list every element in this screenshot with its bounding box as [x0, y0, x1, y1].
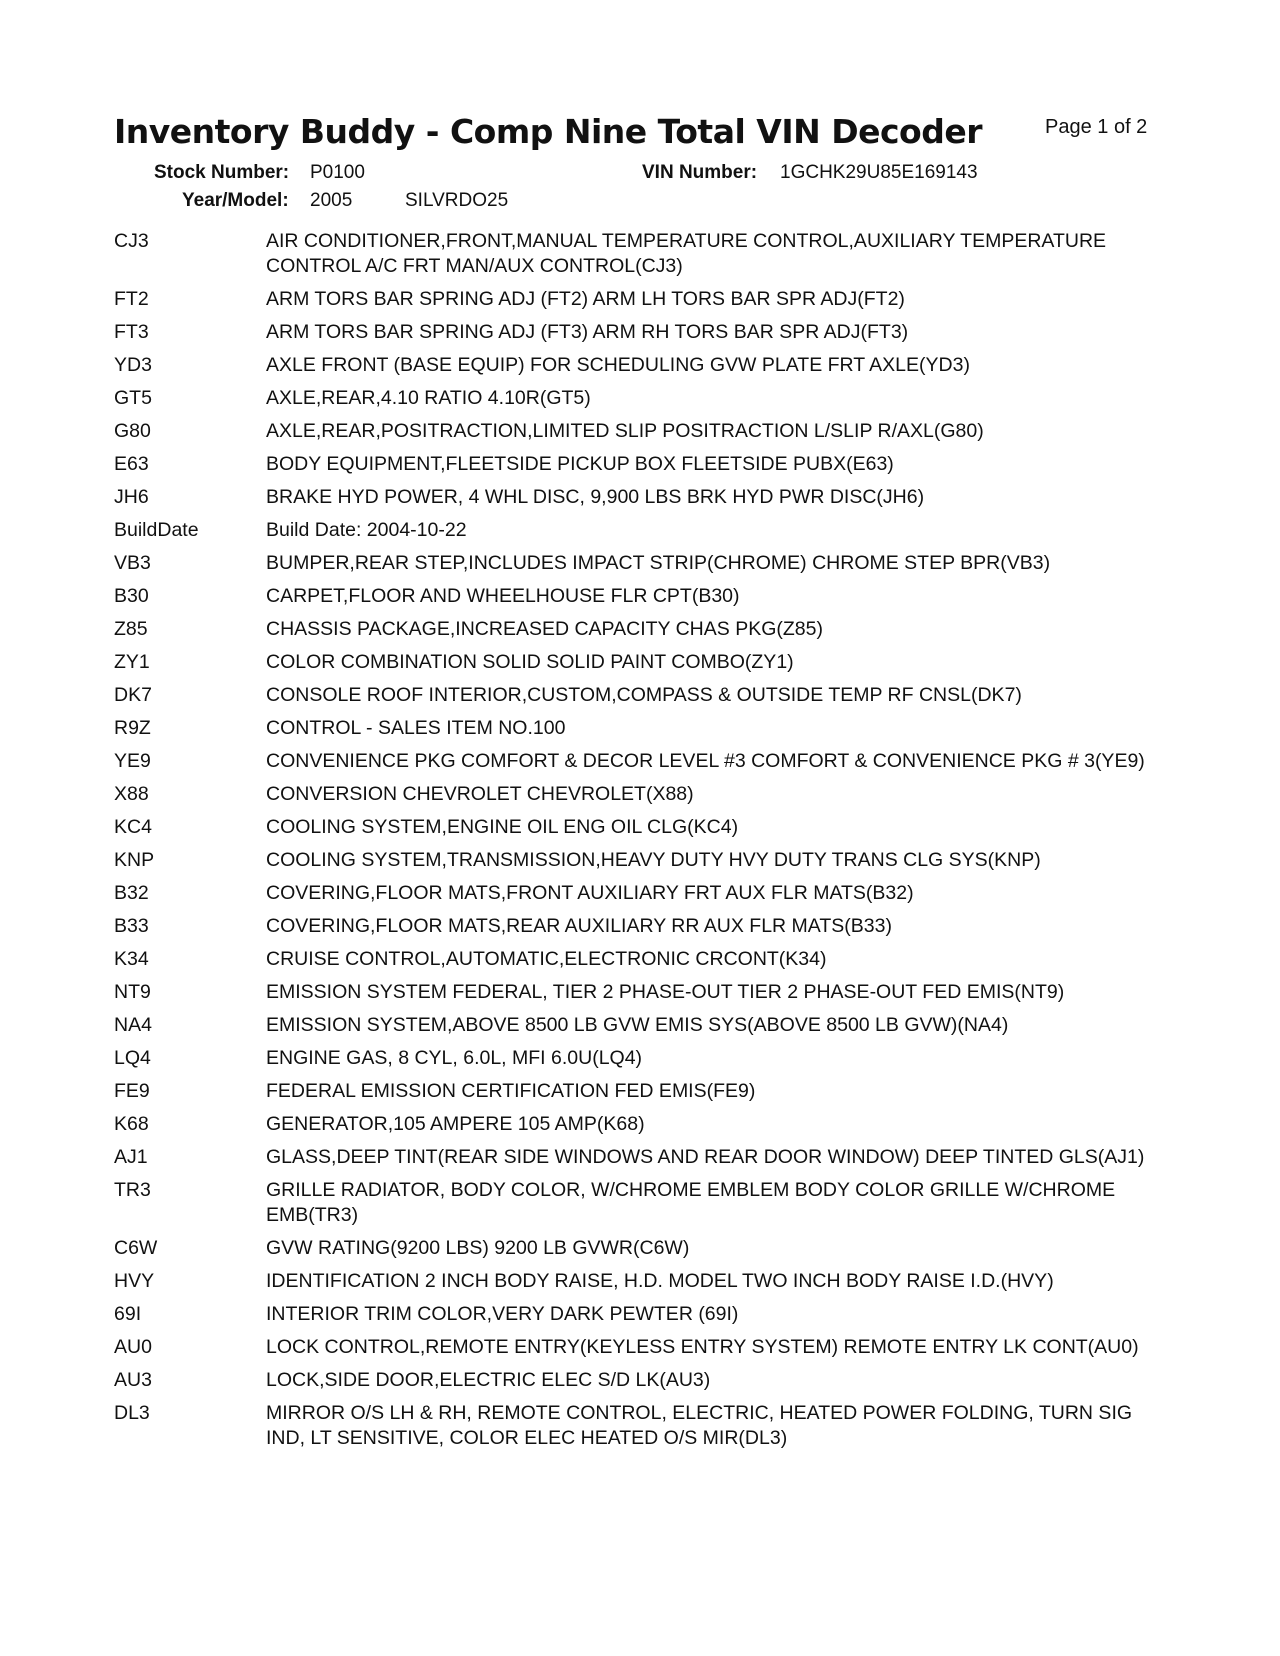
option-code: C6W [114, 1237, 158, 1259]
option-code: AU0 [114, 1336, 152, 1358]
option-code: YE9 [114, 750, 151, 772]
option-code: K34 [114, 948, 149, 970]
option-row [114, 386, 1159, 411]
option-row [114, 1013, 1159, 1038]
option-row [114, 1401, 1159, 1451]
option-row [114, 1368, 1159, 1393]
option-code: LQ4 [114, 1047, 151, 1069]
option-row [114, 617, 1159, 642]
option-row [114, 782, 1159, 807]
option-description: GLASS,DEEP TINT(REAR SIDE WINDOWS AND REAR DOOR WINDOW) DEEP TINTED GLS(AJ1) [266, 1146, 1145, 1168]
model-value: SILVRDO25 [405, 190, 509, 211]
option-code: AU3 [114, 1369, 152, 1391]
options-list [114, 229, 1159, 1459]
option-code: YD3 [114, 354, 152, 376]
vin-value: 1GCHK29U85E169143 [780, 162, 978, 183]
option-row [114, 1112, 1159, 1137]
option-code: R9Z [114, 717, 151, 739]
option-code: VB3 [114, 552, 151, 574]
vin-label: VIN Number: [642, 162, 758, 183]
option-description: AXLE,REAR,4.10 RATIO 4.10R(GT5) [266, 387, 591, 409]
year-model-label: Year/Model: [182, 190, 289, 211]
option-row [114, 1269, 1159, 1294]
option-row [114, 650, 1159, 675]
option-code: Z85 [114, 618, 148, 640]
option-description: CONVERSION CHEVROLET CHEVROLET(X88) [266, 783, 694, 805]
option-description: EMISSION SYSTEM FEDERAL, TIER 2 PHASE-OUT TIER 2 PHASE-OUT FED EMIS(NT9) [266, 981, 1065, 1003]
option-row [114, 1302, 1159, 1327]
option-code: B32 [114, 882, 149, 904]
option-row [114, 980, 1159, 1005]
option-row [114, 551, 1159, 576]
option-code: X88 [114, 783, 149, 805]
option-description: FEDERAL EMISSION CERTIFICATION FED EMIS(FE9) [266, 1080, 756, 1102]
option-description: BRAKE HYD POWER, 4 WHL DISC, 9,900 LBS BRK HYD PWR DISC(JH6) [266, 486, 925, 508]
option-row [114, 914, 1159, 939]
option-row [114, 1178, 1159, 1228]
option-code: TR3 [114, 1179, 151, 1201]
option-code: E63 [114, 453, 149, 475]
option-row [114, 749, 1159, 774]
option-description: COVERING,FLOOR MATS,FRONT AUXILIARY FRT AUX FLR MATS(B32) [266, 882, 914, 904]
option-description: ARM TORS BAR SPRING ADJ (FT2) ARM LH TORS BAR SPR ADJ(FT2) [266, 288, 905, 310]
option-code: NA4 [114, 1014, 152, 1036]
option-row [114, 229, 1159, 279]
option-description: LOCK,SIDE DOOR,ELECTRIC ELEC S/D LK(AU3) [266, 1369, 711, 1391]
option-description: CONVENIENCE PKG COMFORT & DECOR LEVEL #3 COMFORT & CONVENIENCE PKG # 3(YE9) [266, 750, 1145, 772]
option-code: FE9 [114, 1080, 150, 1102]
option-code: JH6 [114, 486, 149, 508]
option-code: NT9 [114, 981, 151, 1003]
option-row [114, 353, 1159, 378]
option-description: CRUISE CONTROL,AUTOMATIC,ELECTRONIC CRCONT(K34) [266, 948, 827, 970]
option-description: INTERIOR TRIM COLOR,VERY DARK PEWTER (69I) [266, 1303, 739, 1325]
option-description: CHASSIS PACKAGE,INCREASED CAPACITY CHAS PKG(Z85) [266, 618, 823, 640]
option-description: AXLE,REAR,POSITRACTION,LIMITED SLIP POSITRACTION L/SLIP R/AXL(G80) [266, 420, 984, 442]
option-description: COOLING SYSTEM,ENGINE OIL ENG OIL CLG(KC4) [266, 816, 739, 838]
option-description: CONTROL - SALES ITEM NO.100 [266, 717, 566, 739]
option-code: GT5 [114, 387, 152, 409]
option-code: G80 [114, 420, 151, 442]
option-description: BODY EQUIPMENT,FLEETSIDE PICKUP BOX FLEETSIDE PUBX(E63) [266, 453, 894, 475]
option-description: ENGINE GAS, 8 CYL, 6.0L, MFI 6.0U(LQ4) [266, 1047, 643, 1069]
option-description: EMISSION SYSTEM,ABOVE 8500 LB GVW EMIS SYS(ABOVE 8500 LB GVW)(NA4) [266, 1014, 1009, 1036]
option-description: COOLING SYSTEM,TRANSMISSION,HEAVY DUTY HVY DUTY TRANS CLG SYS(KNP) [266, 849, 1041, 871]
option-row [114, 518, 1159, 543]
option-row [114, 1335, 1159, 1360]
option-row [114, 716, 1159, 741]
option-row [114, 485, 1159, 510]
option-row [114, 287, 1159, 312]
option-code: FT3 [114, 321, 149, 343]
option-code: ZY1 [114, 651, 150, 673]
option-code: AJ1 [114, 1146, 148, 1168]
option-row [114, 1236, 1159, 1261]
option-description: Build Date: 2004-10-22 [266, 519, 467, 541]
option-code: KC4 [114, 816, 152, 838]
option-row [114, 815, 1159, 840]
option-row [114, 947, 1159, 972]
option-row [114, 1046, 1159, 1071]
option-row [114, 320, 1159, 345]
option-code: 69I [114, 1303, 142, 1325]
option-description: GVW RATING(9200 LBS) 9200 LB GVWR(C6W) [266, 1237, 690, 1259]
option-description: CARPET,FLOOR AND WHEELHOUSE FLR CPT(B30) [266, 585, 740, 607]
option-row [114, 848, 1159, 873]
option-code: CJ3 [114, 230, 149, 252]
page-title: Inventory Buddy - Comp Nine Total VIN Decoder [114, 112, 982, 151]
option-code: KNP [114, 849, 155, 871]
option-description: ARM TORS BAR SPRING ADJ (FT3) ARM RH TORS BAR SPR ADJ(FT3) [266, 321, 909, 343]
option-description: CONSOLE ROOF INTERIOR,CUSTOM,COMPASS & OUTSIDE TEMP RF CNSL(DK7) [266, 684, 1022, 706]
option-description: LOCK CONTROL,REMOTE ENTRY(KEYLESS ENTRY SYSTEM) REMOTE ENTRY LK CONT(AU0) [266, 1336, 1139, 1358]
option-code: DK7 [114, 684, 152, 706]
option-description: COLOR COMBINATION SOLID SOLID PAINT COMBO(ZY1) [266, 651, 794, 673]
option-code: HVY [114, 1270, 155, 1292]
option-row [114, 452, 1159, 477]
option-description: BUMPER,REAR STEP,INCLUDES IMPACT STRIP(CHROME) CHROME STEP BPR(VB3) [266, 552, 1051, 574]
option-code: K68 [114, 1113, 149, 1135]
option-description: AXLE FRONT (BASE EQUIP) FOR SCHEDULING GVW PLATE FRT AXLE(YD3) [266, 354, 970, 376]
option-row [114, 881, 1159, 906]
page-number: Page 1 of 2 [1045, 116, 1148, 138]
option-code: B33 [114, 915, 149, 937]
option-row [114, 1145, 1159, 1170]
option-description: GENERATOR,105 AMPERE 105 AMP(K68) [266, 1113, 645, 1135]
option-code: DL3 [114, 1402, 150, 1424]
option-description: GRILLE RADIATOR, BODY COLOR, W/CHROME EMBLEM BODY COLOR GRILLE W/CHROME EMB(TR3) [266, 1179, 1116, 1226]
option-row [114, 1079, 1159, 1104]
option-row [114, 683, 1159, 708]
stock-number-value: P0100 [310, 162, 365, 183]
year-value: 2005 [310, 190, 353, 211]
option-code: FT2 [114, 288, 149, 310]
option-description: MIRROR O/S LH & RH, REMOTE CONTROL, ELECTRIC, HEATED POWER FOLDING, TURN SIG IND, LT SENSITIVE, COLOR ELEC HEATED O/S MIR(DL3) [266, 1402, 1133, 1449]
option-row [114, 419, 1159, 444]
option-code: BuildDate [114, 519, 199, 541]
stock-number-label: Stock Number: [154, 162, 290, 183]
option-description: IDENTIFICATION 2 INCH BODY RAISE, H.D. MODEL TWO INCH BODY RAISE I.D.(HVY) [266, 1270, 1054, 1292]
option-description: AIR CONDITIONER,FRONT,MANUAL TEMPERATURE CONTROL,AUXILIARY TEMPERATURE CONTROL A/C FRT MAN/AUX CONTROL(CJ3) [266, 230, 1107, 277]
option-description: COVERING,FLOOR MATS,REAR AUXILIARY RR AUX FLR MATS(B33) [266, 915, 892, 937]
option-row [114, 584, 1159, 609]
option-code: B30 [114, 585, 149, 607]
